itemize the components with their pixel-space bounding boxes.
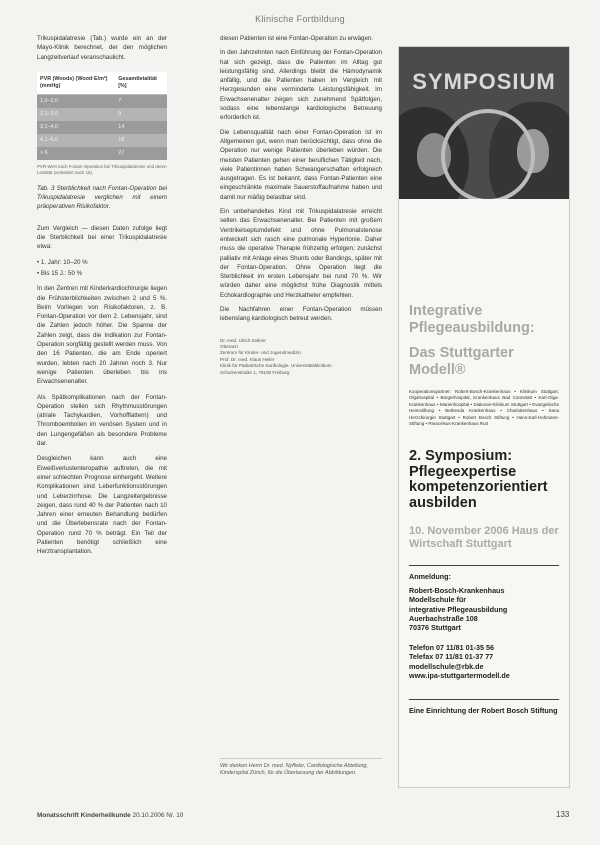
- website-line: www.ipa-stuttgartermodell.de: [409, 671, 510, 681]
- bullet-list: [37, 258, 167, 279]
- paragraph: Als Spätkomplikationen nach der Fontan-Operation stellen sich Rhythmusstörungen (atriale Tachykardien, Vorhofflattern) und Thromboembolien im venösen System und in den Lungengefäßen als besondere Probleme dar.: [37, 393, 167, 448]
- divider: [409, 565, 559, 566]
- ad-footer: Eine Einrichtung der Robert Bosch Stiftung: [409, 699, 559, 715]
- ad-contact: [409, 643, 559, 681]
- list-item: • 1. Jahr: 10–20 %: [37, 258, 167, 267]
- address-line: Robert-Bosch-Krankenhaus: [409, 585, 505, 595]
- paragraph: Ein unbehandeltes Kind mit Trikuspidalatresie erreicht selten das Erwachsenenalter. Bei Patienten mit großem Ventrikelseptumdefekt und ohne Pulmonalstenose entwickelt sich rasch eine pulmonale Hypertonie. Daher muss die operative Therapie frühzeitig erfolgen; zunächst palliativ mit Anlage eines Shunts oder Bandings, später mit der Fontan-Operation. Ohne Operation liegt die Sterblichkeit im ersten Lebensjahr bei rund 70 %. Wir würden daher eine möglichst frühe Diagnostik mittels Echokardiographie und Herzkatheter empfehlen.: [220, 208, 382, 299]
- journal-footer: [37, 812, 183, 819]
- paragraph: diesen Patienten ist eine Fontan-Operation zu erwägen.: [220, 35, 374, 42]
- phone-line: Telefon 07 11/81 01-35 56: [409, 642, 494, 652]
- paragraph: Trikuspidalatresie (Tab.) wurde ein an der Mayo-Klinik berechnet, der den möglichen Langzeitverlauf veranschaulicht.: [37, 35, 167, 61]
- text-column-left: [37, 34, 167, 563]
- author-line: Prof. Dr. med. Klaus Heiler: [220, 356, 275, 362]
- table-cell: 9: [115, 108, 167, 121]
- author-line: Oberarzt: [220, 344, 238, 350]
- ring-graphic: [441, 109, 535, 199]
- ad-headline-model: Das Stuttgarter Modell®: [409, 345, 514, 378]
- table-cell: 1,0–2,0: [37, 94, 115, 108]
- address-line: integrative Pflegeausbildung: [409, 604, 508, 614]
- author-block: [220, 338, 382, 376]
- paragraph: Die Nachfahren einer Fontan-Operation müssen lebenslang kardiologisch betreut werden.: [220, 306, 382, 323]
- address-line: Auerbachstraße 108: [409, 614, 478, 624]
- page-number: 133: [556, 810, 570, 819]
- table-row: [37, 108, 167, 121]
- list-item: • Bis 15 J.: 50 %: [37, 269, 167, 278]
- paragraph: Desgleichen kann auch eine Eiweißverlustenteropathie auftreten, die mit einer schlechten Prognose einhergeht. Weitere Komplikationen sind Leberfunktionsstörungen und Leberzirrhose. Die Langzeitergebnisse zeigen, dass rund 40 % der Patienten nach 10 Jahren einer erneuten Behandlung bedürfen und die Überlebensrate nach der Fontan-Operation rund 70 % beträgt. Ein Teil der Patienten benötigt schließlich eine Herztransplantation.: [37, 455, 167, 556]
- ad-title: SYMPOSIUM: [412, 69, 556, 94]
- table-header: Gesamtletalität [%]: [115, 72, 167, 95]
- fax-line: Telefax 07 11/81 01-37 77: [409, 652, 494, 662]
- paragraph: Zum Vergleich — diesen Daten zufolge liegt die Sterblichkeit bei einer Trikuspidalatresie etwa:: [37, 224, 167, 251]
- ad-banner-image: [399, 47, 569, 199]
- table-row: [37, 134, 167, 147]
- pvr-table: [37, 72, 167, 160]
- table-note: PVR-Wert nach Fontan-Operation bei Trikuspidalatresie und deren Letalität (verändert nach 15).: [37, 163, 167, 175]
- paragraph: Die Lebensqualität nach einer Fontan-Operation ist im Allgemeinen gut, wenn man berücksichtigt, dass ohne die Operation nur wenige Patienten überleben würden. Die meisten Patienten gehen einer beruflichen Tätigkeit nach, viele Patientinnen haben Schwangerschaften erfolgreich ausgetragen. Es ist bekannt, dass Fontan-Patienten eine eingeschränkte maximale Sauerstoffaufnahme haben und damit nur mäßig belastbar sind.: [220, 128, 382, 201]
- table-row: [37, 94, 167, 108]
- table-cell: 14: [115, 121, 167, 134]
- email-line: modellschule@rbk.de: [409, 661, 484, 671]
- paragraph: In den Jahrzehnten nach Einführung der Fontan-Operation hat sich gezeigt, dass die Patienten im Alltag gut leistungsfähig sind. Allerdings bleibt die Hämodynamik anfällig, und die Patienten haben im Vergleich mit Herzgesunden eine verminderte Leistungsfähigkeit. Im Erwachsenenalter zeigen sich zunehmend Spätfolgen, sodass eine lebenslange kardiologische Betreuung erforderlich ist.: [220, 49, 382, 122]
- journal-issue: 20.10.2006 Nr. 10: [132, 812, 184, 819]
- table-cell: 2,1–3,0: [37, 108, 115, 121]
- ad-registration: [409, 572, 559, 632]
- author-line: Zentrum für Kinder- und Jugendmedizin: [220, 350, 301, 356]
- table-cell: 4,1–6,0: [37, 134, 115, 147]
- address-line: 70376 Stuttgart: [409, 623, 461, 633]
- acknowledgement-note: Wir danken Herrn Dr. med. Nyffeler, Cardiologische Abteilung, Kinderspital Zürich, für die Überlassung der Abbildungen.: [220, 758, 382, 778]
- ad-partners: Kooperationspartner: Robert-Bosch-Krankenhaus • Klinikum Stuttgart, Olgahospital • Bürgerhospital, Krankenhaus Bad Cannstatt • Karl-Olga-Krankenhaus • Marienhospital • Diakonie-Klinikum Stuttgart • Evangelische Heimstiftung • Bethesda Krankenhaus • Charlottenhaus • Sana Herzchirurgie Stuttgart • Robert Bosch Stiftung • Hans-Karl-Hohmann-Stiftung • Paracelsus-Krankenhaus Ruit: [409, 389, 559, 427]
- address-line: Modellschule für: [409, 595, 467, 605]
- running-head: Klinische Fortbildung: [255, 14, 345, 24]
- ad-date-venue: 10. November 2006 Haus der Wirtschaft Stuttgart: [409, 525, 559, 551]
- table-header: PVR (Woods) (Wood·E/m²)(mmHg): [37, 72, 115, 95]
- table-cell: 27: [115, 147, 167, 160]
- text-column-middle: [220, 34, 382, 376]
- table-cell: > 6: [37, 147, 115, 160]
- table-cell: 18: [115, 134, 167, 147]
- table-cell: 3,1–4,0: [37, 121, 115, 134]
- author-line: Schulzenstraße 1, 79106 Freiburg: [220, 369, 290, 375]
- paragraph: In den Zentren mit Kinderkardiochirurgie liegen die Frühsterblichkeiten zwischen 2 und 5 %. Beim Vorliegen von Risikofaktoren, z. B. Fontan-Operation vor dem 2. Lebensjahr, sind die Zahlen jedoch höher. Die Spanne der Zahlen zeigt, dass die Indikation zur Fontan-Operation sorgfältig gestellt werden muss. Von den 16 Patienten, die am Ende operiert wurden, lebten nach 20 Jahren noch 3. Nur wenige Patienten überleben bis ins Erwachsenenalter.: [37, 285, 167, 386]
- table-row: [37, 147, 167, 160]
- symposium-advertisement: [398, 46, 570, 788]
- table-cell: 7: [115, 94, 167, 108]
- author-line: Klinik für Pädiatrische Kardiologie, Universitätsklinikum: [220, 363, 332, 369]
- table-caption: Tab. 3 Sterblichkeit nach Fontan-Operation bei Trikuspidalatresie verglichen mit einem präoperativen Risikofaktor.: [37, 184, 167, 211]
- journal-name: Monatsschrift Kinderheilkunde: [37, 812, 131, 819]
- ad-headline: Integrative Pflegeausbildung:: [409, 303, 535, 336]
- ad-symposium-title: 2. Symposium: Pflegeexpertise kompetenzorientiert ausbilden: [409, 448, 548, 511]
- registration-label: Anmeldung:: [409, 572, 451, 582]
- table-row: [37, 121, 167, 134]
- author-line: Dr. med. Ulrich Zeitner: [220, 337, 266, 343]
